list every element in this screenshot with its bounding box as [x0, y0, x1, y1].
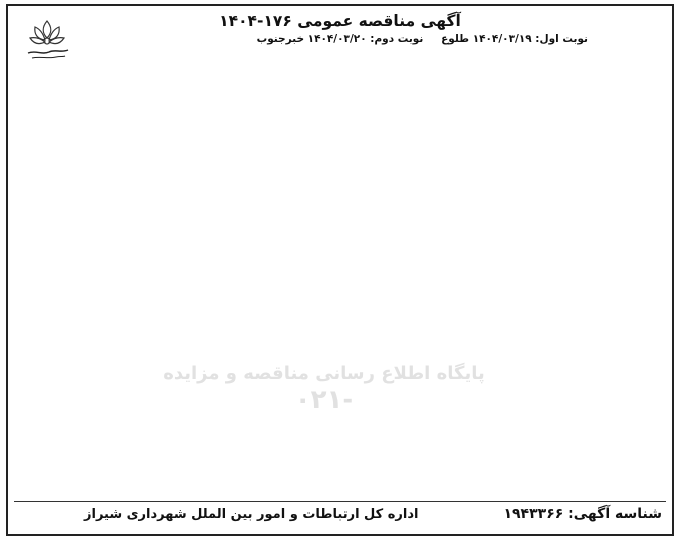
publication-dates [14, 32, 666, 46]
ad-code: شناسه آگهی: ۱۹۴۳۳۶۶ [503, 506, 662, 522]
notice-body [14, 49, 666, 491]
second-publication-date: نوبت دوم: ۱۴۰۴/۰۳/۲۰ خبرجنوب [256, 33, 424, 45]
tender-notice [6, 4, 674, 536]
watermark-line-1: پایگاه اطلاع رسانی مناقصه و مزایده [163, 363, 485, 384]
organization-name: اداره کل ارتباطات و امور بین الملل شهرداری شیراز [84, 507, 419, 522]
notice-footer [14, 501, 666, 528]
notice-title: آگهی مناقصه عمومی ۱۷۶-۱۴۰۴ [219, 12, 461, 30]
notice-content [14, 11, 666, 530]
first-publication-date: نوبت اول: ۱۴۰۴/۰۳/۱۹ طلوع [441, 33, 588, 45]
watermark-line-2: -۰۲۱ [294, 385, 354, 415]
